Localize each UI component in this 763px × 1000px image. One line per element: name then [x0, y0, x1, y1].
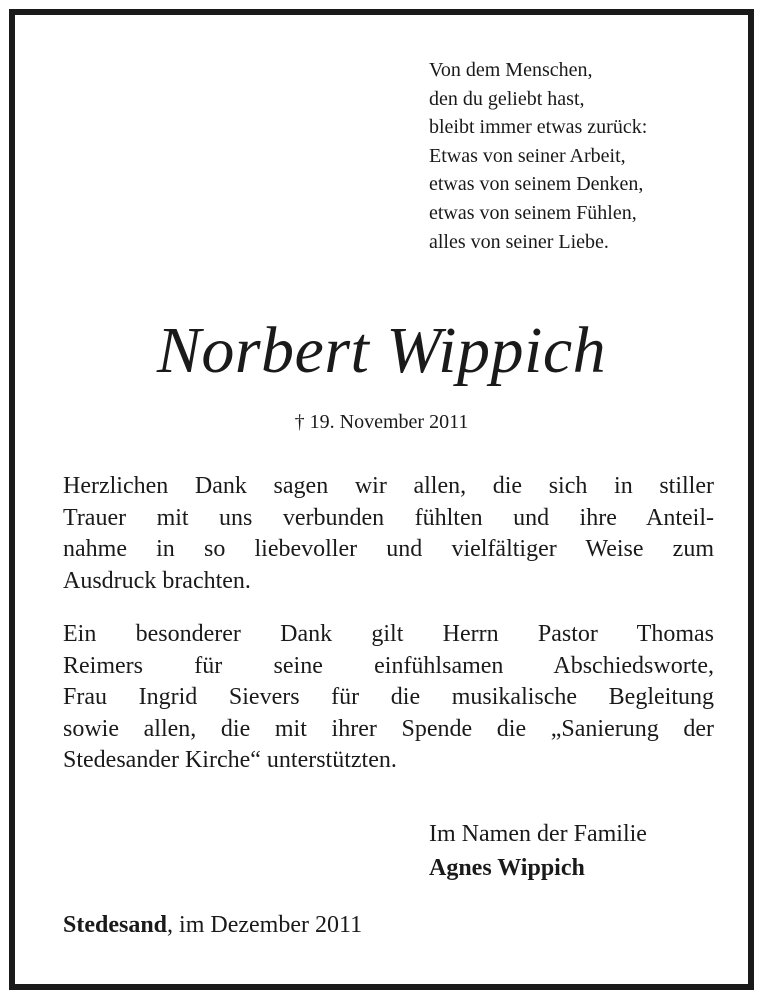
paragraph-line: Trauer mit uns verbunden fühlten und ihre Anteil- — [63, 504, 714, 531]
poem-line: alles von seiner Liebe. — [429, 230, 609, 253]
place-and-date — [63, 910, 362, 940]
thanks-paragraph — [63, 471, 714, 597]
special-thanks-paragraph — [63, 619, 714, 777]
poem-line: den du geliebt hast, — [429, 87, 585, 110]
paragraph-line: Ein besonderer Dank gilt Herrn Pastor Thomas — [63, 621, 714, 647]
paragraph-line: Frau Ingrid Sievers für die musikalische Begleitung — [63, 684, 714, 710]
signature-intro: Im Namen der Familie — [429, 821, 647, 847]
issue-date: , im Dezember 2011 — [167, 912, 363, 938]
paragraph-line: Herzlichen Dank sagen wir allen, die sich in stiller — [63, 473, 714, 499]
family-name: Agnes Wippich — [429, 855, 585, 881]
poem-line: bleibt immer etwas zurück: — [429, 116, 648, 139]
signature-block — [429, 817, 647, 885]
paragraph-line: nahme in so liebevoller und vielfältiger Weise zum — [63, 536, 714, 562]
paragraph-line: Stedesander Kirche“ unterstützten. — [63, 747, 397, 773]
paragraph-line: Ausdruck brachten. — [63, 567, 251, 594]
poem-line: etwas von seinem Fühlen, — [429, 201, 637, 224]
poem-line: etwas von seinem Denken, — [429, 173, 644, 196]
death-date: † 19. November 2011 — [294, 411, 469, 433]
deceased-name: Norbert Wippich — [156, 314, 607, 387]
paragraph-line: sowie allen, die mit ihrer Spende die „Sanierung der — [63, 715, 714, 742]
obituary-frame — [9, 9, 754, 990]
poem-line: Von dem Menschen, — [429, 59, 593, 81]
town-name: Stedesand — [63, 912, 168, 938]
poem-line: Etwas von seiner Arbeit, — [429, 144, 626, 167]
memorial-poem — [429, 56, 729, 256]
paragraph-line: Reimers für seine einfühlsamen Abschiedsworte, — [63, 652, 714, 679]
